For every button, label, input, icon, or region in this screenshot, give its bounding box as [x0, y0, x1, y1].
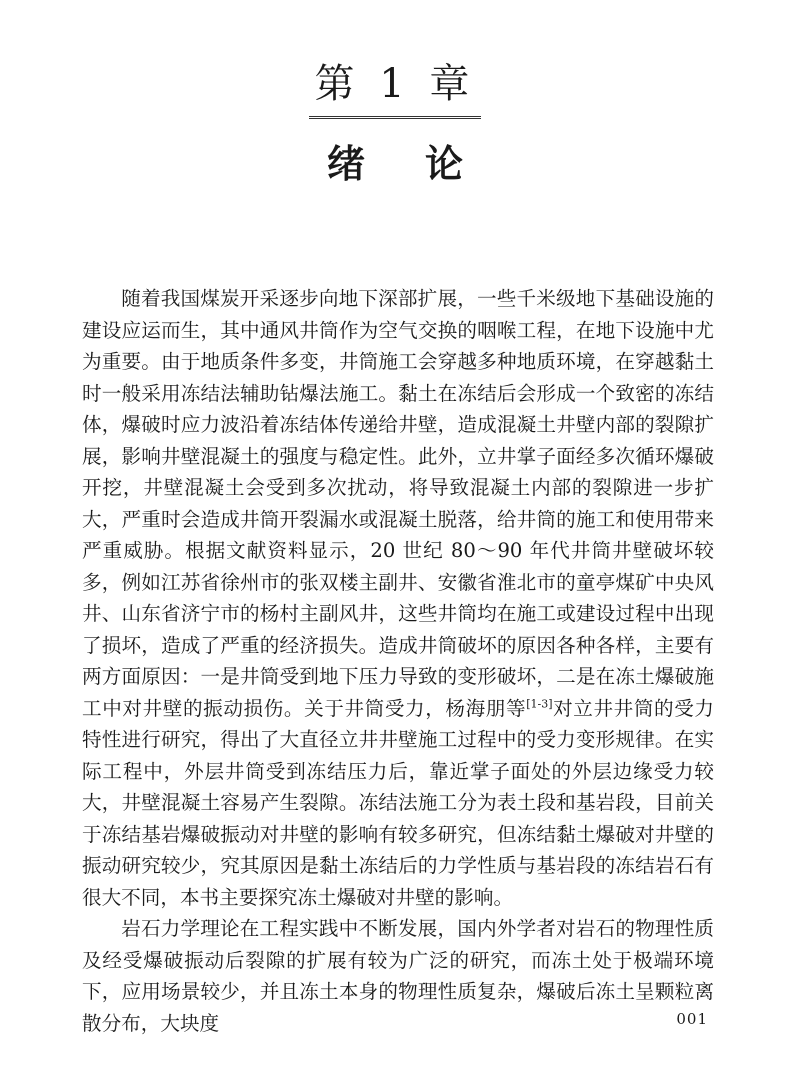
- chapter-title: 绪论: [326, 141, 523, 186]
- paragraph-1-text-after-citation: 对立井井筒的受力特性进行研究，得出了大直径立井井壁施工过程中的受力变形规律。在实际工程中，外层井筒受到冻结压力后，靠近掌子面处的外层边缘受力较大，井壁混凝土容易产生裂隙。冻结法施工分为表土段和基岩段，目前关于冻结基岩爆破振动对井壁的影响有较多研究，但冻结黏土爆破对井壁的振动研究较少，究其原因是黏土冻结后的力学性质与基岩段的冻结岩石有很大不同，本书主要探究冻土爆破对井壁的影响。: [82, 696, 715, 909]
- body-text: [82, 283, 714, 1039]
- citation-reference: [1-3]: [526, 696, 553, 710]
- chapter-number: 第 1 章: [309, 58, 482, 119]
- paragraph-1-text-before-citation: 随着我国煤炭开采逐步向地下深部扩展，一些千米级地下基础设施的建设应运而生，其中通风井筒作为空气交换的咽喉工程，在地下设施中尤为重要。由于地质条件多变，井筒施工会穿越多种地质环境，在穿越黏土时一般采用冻结法辅助钻爆法施工。黏土在冻结后会形成一个致密的冻结体，爆破时应力波沿着冻结体传递给井壁，造成混凝土井壁内部的裂隙扩展，影响井壁混凝土的强度与稳定性。此外，立井掌子面经多次循环爆破开挖，井壁混凝土会受到多次扰动，将导致混凝土内部的裂隙进一步扩大，严重时会造成井筒开裂漏水或混凝土脱落，给井筒的施工和使用带来严重威胁。根据文献资料显示，20 世纪 80～90 年代井筒井壁破坏较多，例如江苏省徐州市的张双楼主副井、安徽省淮北市的童亭煤矿中央风井、山东省济宁市的杨村主副风井，这些井筒均在施工或建设过程中出现了损坏，造成了严重的经济损失。造成井筒破坏的原因各种各样，主要有两方面原因：一是井筒受到地下压力导致的变形破坏，二是在冻土爆破施工中对井壁的振动损伤。关于井筒受力，杨海朋等: [82, 287, 714, 720]
- paragraph-2: 岩石力学理论在工程实践中不断发展，国内外学者对岩石的物理性质及经受爆破振动后裂隙的扩展有较为广泛的研究，而冻土处于极端环境下，应用场景较少，并且冻土本身的物理性质复杂，爆破后冻土呈颗粒离散分布，大块度: [82, 917, 714, 1035]
- paragraph-1: [82, 283, 714, 913]
- page-number: 001: [676, 1010, 708, 1028]
- chapter-heading: [0, 58, 790, 119]
